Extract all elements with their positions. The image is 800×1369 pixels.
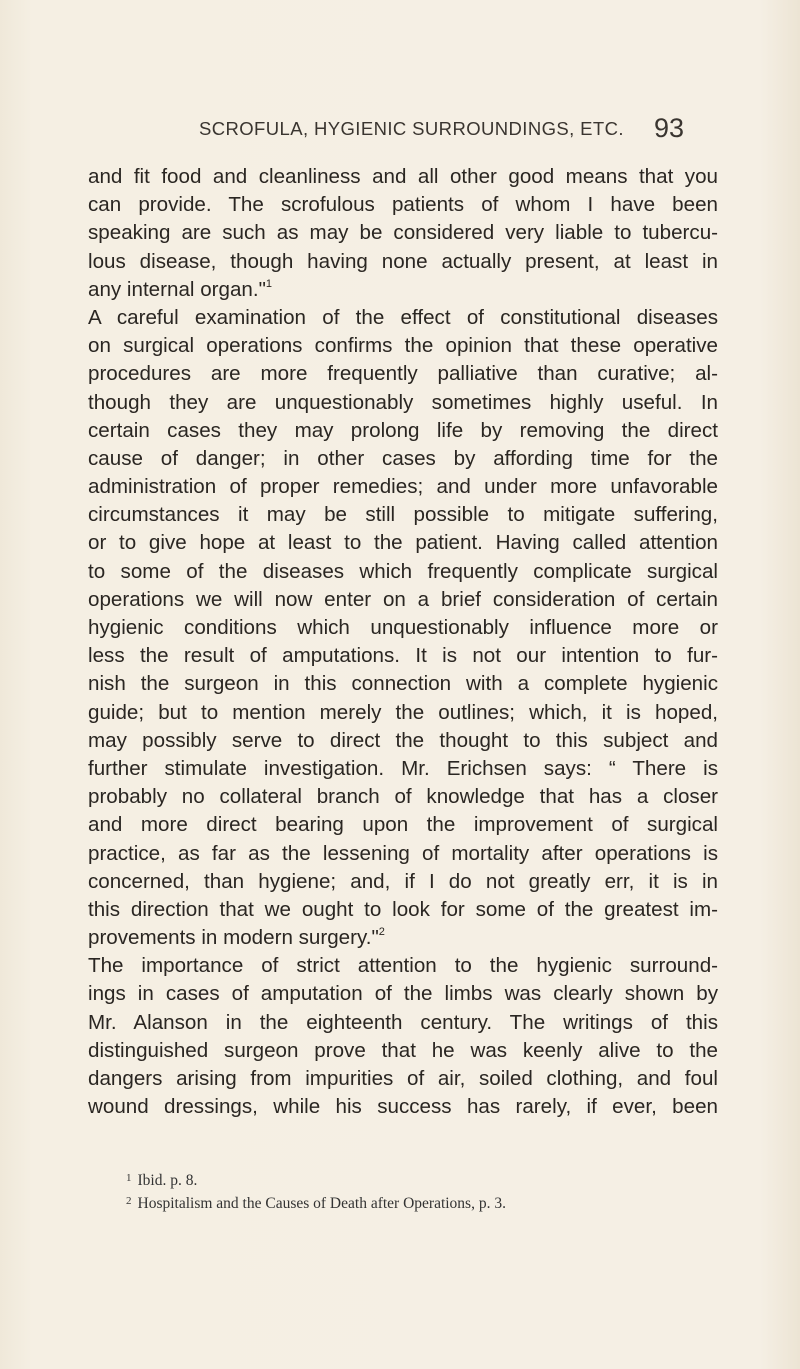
text-line-with-footnote bbox=[88, 276, 718, 304]
text-line: lous disease, though having none actually present, at least in bbox=[88, 249, 718, 273]
text-line: dangers arising from impurities of air, soiled clothing, and foul bbox=[88, 1067, 718, 1090]
text-line: hygienic conditions which unquestionably influence more or bbox=[88, 616, 718, 639]
text-line: and more direct bearing upon the improvement of surgical bbox=[88, 813, 718, 837]
text-line: speaking are such as may be considered very liable to tubercu- bbox=[88, 221, 718, 245]
text-line: less the result of amputations. It is not our intention to fur- bbox=[88, 644, 718, 668]
footnote-mark: 1 bbox=[126, 1172, 132, 1184]
text-line: wound dressings, while his success has rarely, if ever, been bbox=[88, 1095, 718, 1119]
text-line: further stimulate investigation. Mr. Erichsen says: “ There is bbox=[88, 756, 718, 780]
footnote-1 bbox=[126, 1168, 726, 1191]
text-line: distinguished surgeon prove that he was keenly alive to the bbox=[88, 1038, 718, 1062]
page-number: 93 bbox=[654, 113, 685, 143]
footnote-2 bbox=[126, 1191, 726, 1214]
text-line-with-footnote bbox=[88, 924, 718, 952]
text-line: circumstances it may be still possible to mitigate suffering, bbox=[88, 503, 718, 527]
text-line: and fit food and cleanliness and all other good means that you bbox=[88, 165, 718, 188]
text-line: cause of danger; in other cases by affording time for the bbox=[88, 446, 718, 470]
text-line: nish the surgeon in this connection with a complete hygienic bbox=[88, 672, 718, 696]
text-line: on surgical operations confirms the opinion that these operative bbox=[88, 334, 718, 358]
text-line: this direction that we ought to look for some of the greatest im- bbox=[88, 897, 718, 921]
text-line: guide; but to mention merely the outlines; which, it is hoped, bbox=[88, 700, 718, 724]
text-line: can provide. The scrofulous patients of whom I have been bbox=[88, 193, 718, 217]
footnote-ref-1: 1 bbox=[265, 277, 273, 290]
text-line: ings in cases of amputation of the limbs was clearly shown by bbox=[88, 982, 718, 1006]
footnote-mark: 2 bbox=[126, 1195, 132, 1207]
text-line: to some of the diseases which frequently complicate surgical bbox=[88, 559, 718, 583]
footnotes bbox=[126, 1168, 726, 1214]
text-line: procedures are more frequently palliative than curative; al- bbox=[88, 362, 718, 386]
footnote-ref-2: 2 bbox=[378, 926, 385, 939]
text-line: practice, as far as the lessening of mortality after operations is bbox=[88, 841, 718, 865]
text-line: though they are unquestionably sometimes highly useful. In bbox=[88, 390, 718, 414]
body-text bbox=[88, 163, 718, 1121]
text-line: or to give hope at least to the patient. Having called attention bbox=[88, 531, 718, 555]
footnote-text: Hospitalism and the Causes of Death after Operations, p. 3. bbox=[137, 1195, 506, 1212]
text-line: Mr. Alanson in the eighteenth century. The writings of this bbox=[88, 1010, 718, 1034]
running-head bbox=[0, 113, 800, 148]
text-line: probably no collateral branch of knowledge that has a closer bbox=[88, 785, 718, 809]
text-line: administration of proper remedies; and under more unfavorable bbox=[88, 475, 718, 499]
text-line: A careful examination of the effect of constitutional diseases bbox=[88, 305, 718, 329]
text-line: certain cases they may prolong life by removing the direct bbox=[88, 418, 718, 442]
text-line: concerned, than hygiene; and, if I do not greatly err, it is in bbox=[88, 869, 718, 893]
running-title: SCROFULA, HYGIENIC SURROUNDINGS, ETC. bbox=[199, 118, 624, 139]
text-line: provements in modern surgery." bbox=[88, 926, 379, 950]
footnote-text: Ibid. p. 8. bbox=[137, 1172, 198, 1189]
text-line: may possibly serve to direct the thought to this subject and bbox=[88, 728, 718, 752]
text-line: any internal organ." bbox=[88, 277, 266, 301]
text-line: The importance of strict attention to the hygienic surround- bbox=[88, 954, 718, 978]
text-line: operations we will now enter on a brief consideration of certain bbox=[88, 587, 718, 611]
